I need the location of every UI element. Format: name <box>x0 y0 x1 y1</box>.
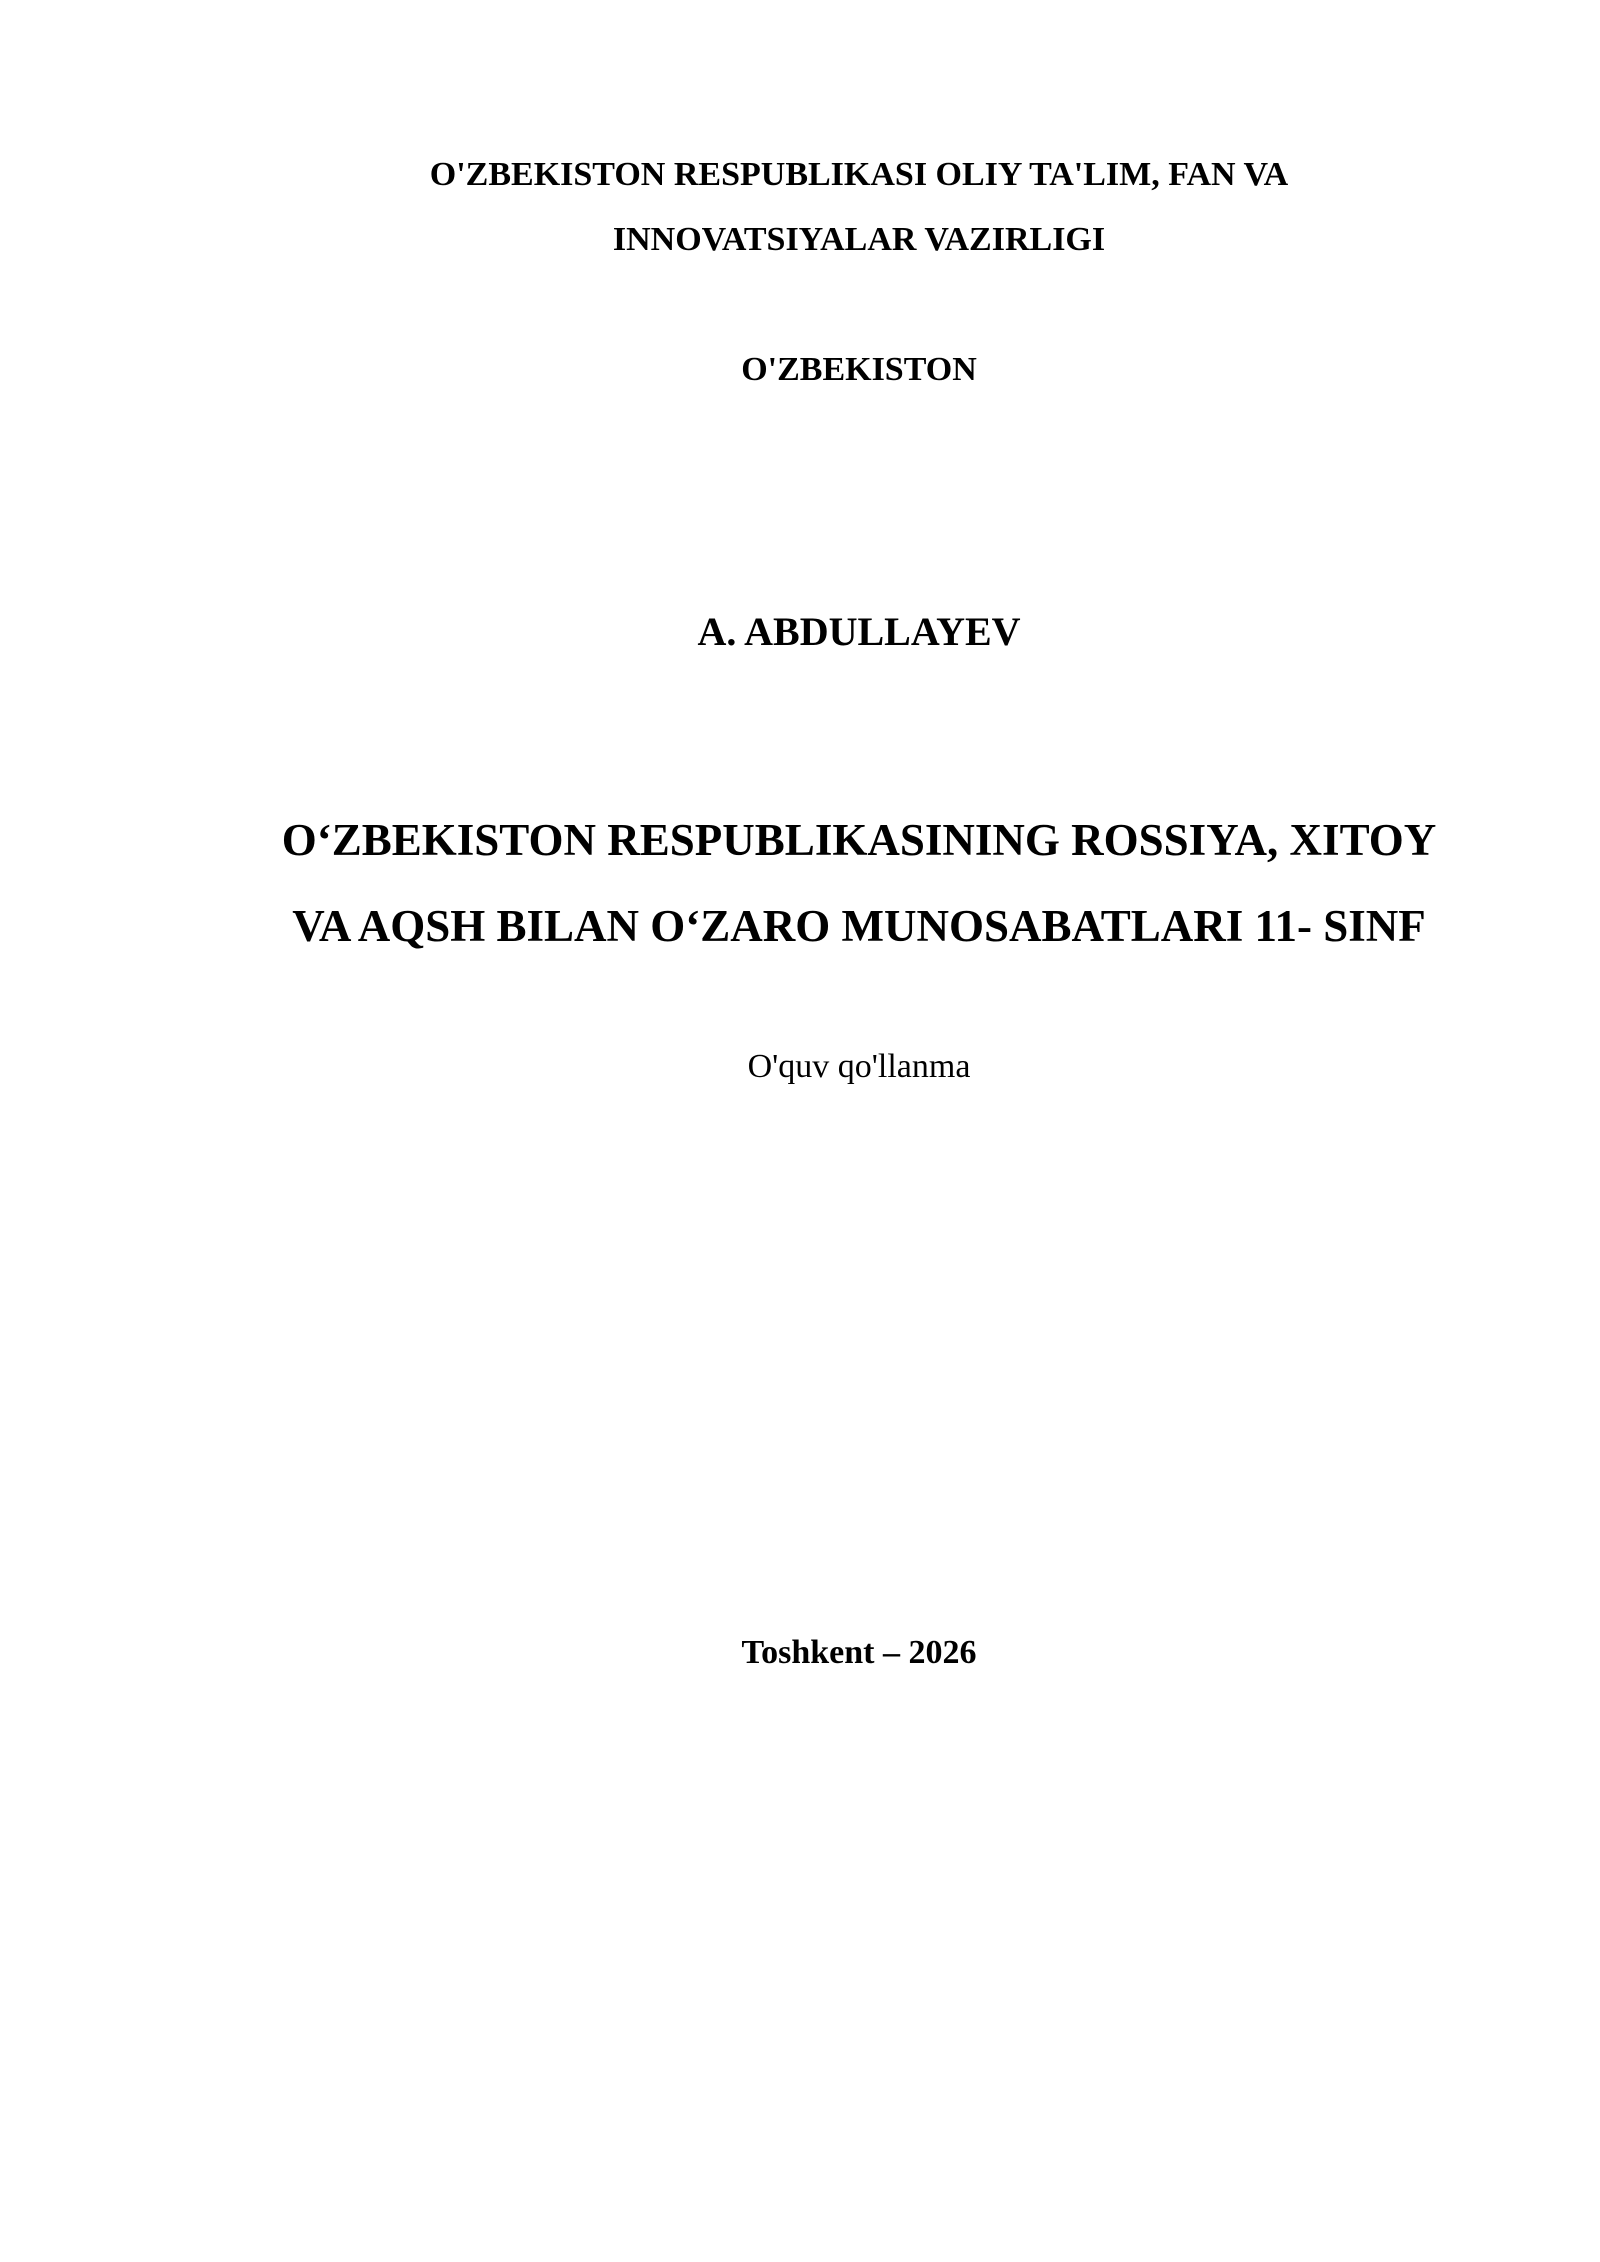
ministry-heading-line-2: INNOVATSIYALAR VAZIRLIGI <box>612 221 1106 258</box>
country-heading: O'ZBEKISTON <box>741 351 977 388</box>
place-and-year: Toshkent – 2026 <box>741 1634 977 1671</box>
document-title-line-2: VA AQSH BILAN O‘ZARO MUNOSABATLARI 11- SINF <box>292 901 1426 951</box>
document-title-line-1: O‘ZBEKISTON RESPUBLIKASINING ROSSIYA, XITOY <box>281 815 1437 865</box>
author-name: A. ABDULLAYEV <box>697 609 1021 654</box>
ministry-heading-line-1: O'ZBEKISTON RESPUBLIKASI OLIY TA'LIM, FAN VA <box>429 156 1289 193</box>
document-subtitle: O'quv qo'llanma <box>747 1048 971 1085</box>
